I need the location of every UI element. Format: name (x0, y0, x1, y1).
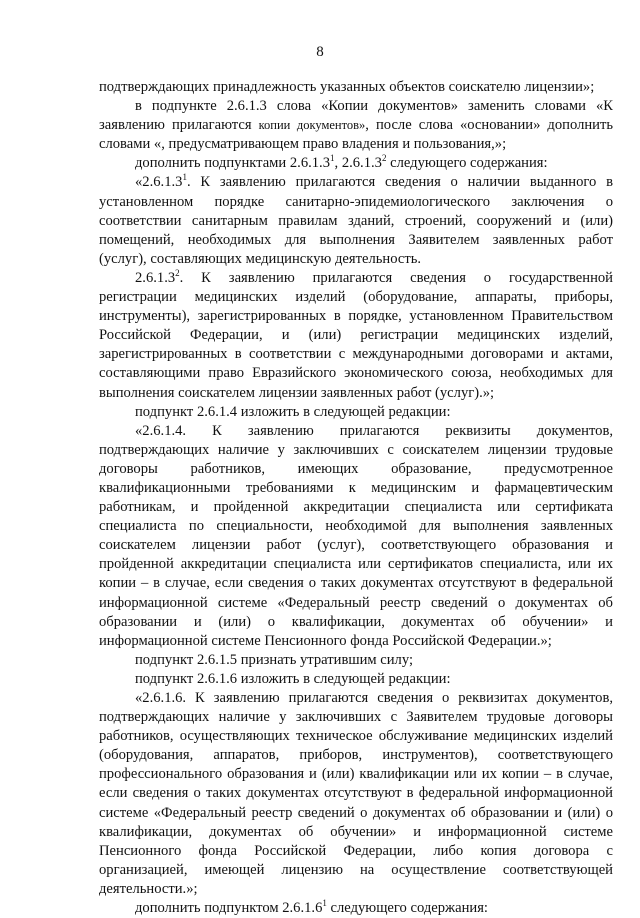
text-line (99, 288, 613, 307)
text-line (99, 823, 613, 842)
text-line (99, 880, 613, 899)
text-line (99, 326, 613, 345)
superscript: 1 (182, 172, 187, 183)
text-line (99, 574, 613, 593)
text-line (99, 460, 613, 479)
text-line (99, 135, 613, 154)
text-line (99, 804, 613, 823)
line-text: . К заявлению прилагаются сведения о наличии выданного в (186, 174, 613, 191)
document-body (99, 78, 613, 918)
line-text: организацией, имеющей лицензию на осуществление соответствующей (99, 861, 613, 878)
text-line (99, 78, 613, 97)
line-text: пройденной аккредитации специалиста или сертификатов специалиста, или их (99, 556, 613, 573)
superscript: 1 (322, 898, 327, 909)
text-line (99, 97, 613, 116)
line-text: специалиста по специальности, необходимой для выполнения заявленных (99, 518, 613, 535)
line-text: словами «, предусматривающем право владения и пользования,»; (99, 136, 507, 153)
line-text: установленном порядке санитарно-эпидемиологического заключения о (99, 193, 613, 210)
line-text: Пенсионного фонда Российской Федерации, либо копия договора с (99, 842, 613, 859)
text-line (99, 154, 613, 173)
line-text: если сведения о таких документах отсутствуют в федеральной информационной (99, 785, 613, 802)
text-line (99, 708, 613, 727)
text-line (99, 441, 613, 460)
line-text: образовании и (или) о квалификации, документах об обучении» и (99, 613, 613, 630)
line-text: (услуг), составляющих медицинскую деятельность. (99, 250, 422, 267)
line-text: 2.6.1.3 (135, 269, 176, 286)
line-text: следующего содержания: (326, 900, 488, 917)
text-line (99, 231, 613, 250)
line-text: дополнить подпунктом 2.6.1.6 (135, 900, 323, 917)
text-line (99, 594, 613, 613)
text-line (99, 193, 613, 212)
text-line (99, 651, 613, 670)
line-text: работников, осуществляющих техническое обслуживание медицинских изделий (99, 728, 613, 745)
line-text: информационной системе Пенсионного фонда Российской Федерации.»; (99, 632, 552, 649)
line-text: подпункт 2.6.1.4 изложить в следующей редакции: (135, 403, 451, 420)
text-line (99, 842, 613, 861)
line-text: подпункт 2.6.1.6 изложить в следующей редакции: (135, 670, 451, 687)
text-line (99, 269, 613, 288)
text-line (99, 555, 613, 574)
text-line (99, 784, 613, 803)
text-line (99, 116, 613, 135)
text-line (99, 632, 613, 651)
line-text: «2.6.1.6. К заявлению прилагаются сведения о реквизитах документов, (135, 690, 613, 706)
line-text: (оборудования, аппаратов, приборов, инструментов), соответствующего (99, 747, 613, 764)
text-line (99, 746, 613, 765)
line-text: . К заявлению прилагаются сведения о государственной (179, 269, 613, 286)
text-line (99, 517, 613, 536)
line-text: регистрации медицинских изделий (оборудование, аппараты, приборы, (99, 289, 613, 306)
text-line (99, 212, 613, 231)
line-text: в подпункте 2.6.1.3 слова «Копии документов» заменить словами «К (135, 98, 613, 115)
text-line (99, 422, 613, 441)
line-text: деятельности.»; (99, 880, 198, 897)
line-text: , после слова «основании» дополнить (365, 117, 614, 134)
line-text: дополнить подпунктами 2.6.1.3 (135, 155, 331, 172)
text-line (99, 498, 613, 517)
line-text: заявлению прилагаются (99, 117, 259, 134)
text-line (99, 364, 613, 383)
line-text: квалификации, документах об обучении» и информационной системе (99, 823, 613, 840)
page-number: 8 (316, 44, 324, 60)
line-text: квалификационными требованиями к медицинским и фармацевтическим (99, 479, 613, 496)
line-text: выполнения соискателем лицензии заявленных работ (услуг).»; (99, 384, 495, 401)
line-text: «2.6.1.3 (135, 174, 183, 191)
line-text: подтверждающих наличие у заключивших с Заявителем трудовые договоры (99, 709, 613, 726)
text-line (99, 727, 613, 746)
line-text: инструменты), зарегистрированных в порядке, установленном Правительством (99, 308, 613, 325)
line-text: следующего содержания: (386, 155, 548, 172)
text-line (99, 403, 613, 422)
line-text: подпункт 2.6.1.5 признать утратившим силу; (135, 651, 413, 668)
line-text: составляющими право Евразийского экономического союза, необходимых для (99, 365, 613, 382)
text-line (99, 250, 613, 269)
line-text: , 2.6.1.3 (334, 155, 382, 172)
text-line (99, 307, 613, 326)
text-line (99, 861, 613, 880)
superscript: 1 (330, 153, 335, 164)
text-line (99, 345, 613, 364)
superscript: 2 (381, 153, 387, 164)
line-text: системе «Федеральный реестр сведений о документах об образовании и (или) о (99, 804, 613, 821)
text-line (99, 899, 613, 918)
text-line (99, 670, 613, 689)
line-text: соискателем лицензии работ (услуг), соответствующего образования и (99, 537, 613, 554)
superscript: 2 (175, 267, 180, 278)
line-text: копии – в случае, если сведения о таких документах отсутствуют в федеральной (99, 575, 613, 592)
small-text: копии документов» (258, 118, 366, 133)
text-line (99, 384, 613, 403)
text-line (99, 173, 613, 192)
line-text: подтверждающих принадлежность указанных объектов соискателю лицензии»; (99, 79, 595, 95)
line-text: зарегистрированных в соответствии с международными договорами и актами, (99, 346, 613, 363)
text-line (99, 479, 613, 498)
line-text: профессионального образования и (или) квалификации или их копии – в случае, (99, 766, 613, 783)
line-text: работникам, и пройденной аккредитации специалиста или сертификата (99, 499, 613, 516)
line-text: «2.6.1.4. К заявлению прилагаются реквизиты документов, (135, 422, 613, 439)
text-line (99, 536, 613, 555)
line-text: Российской Федерации, и (или) регистрации медицинских изделий, (99, 327, 613, 344)
text-line (99, 613, 613, 632)
line-text: помещений, необходимых для выполнения Заявителем заявленных работ (99, 231, 613, 248)
line-text: договоры работников, имеющих образование, предусмотренное (99, 460, 613, 477)
line-text: соответствии санитарным правилам зданий, строений, сооружений и (или) (99, 212, 613, 229)
text-line (99, 765, 613, 784)
line-text: подтверждающих наличие у заключивших с соискателем лицензии трудовые (99, 441, 613, 458)
line-text: информационной системе «Федеральный реестр сведений о документах об (99, 594, 613, 611)
text-line (99, 689, 613, 708)
